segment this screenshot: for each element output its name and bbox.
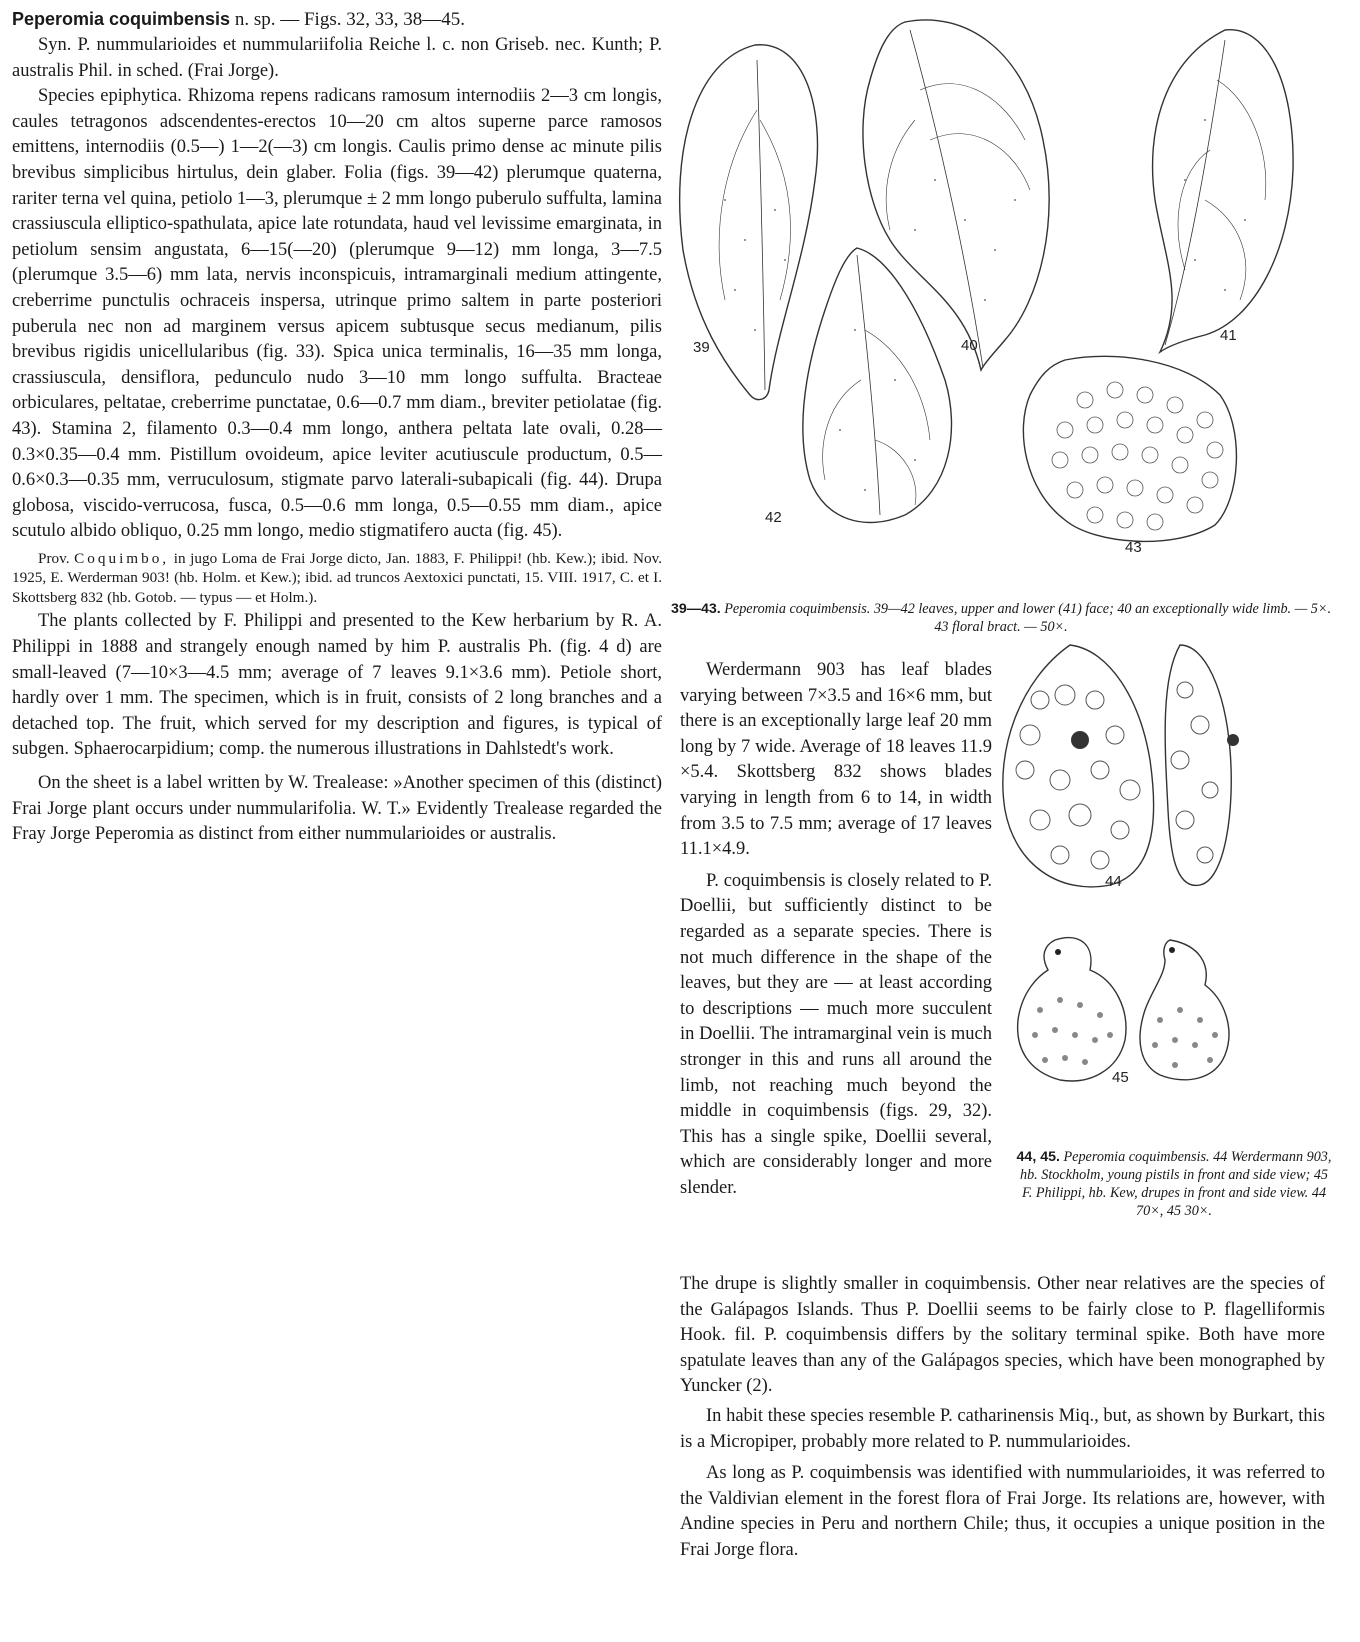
fig-label-44: 44: [1105, 873, 1122, 890]
pistil-cells: [1016, 682, 1218, 869]
latin-description: Species epiphytica. Rhizoma repens radicans ramosum internodiis 2—3 cm longis, caules tetragonos adscendentes-erectos 10—20 cm altos superne parce ramosos emittens, internodiis (0.5—) 1—2(—3) cm longis. Caulis primo dense ac minute pilis brevibus simplicibus hirtulus, dein glaber. Folia (figs. 39—42) plerumque quaterna, rariter terna vel quina, petiolo 1—3, plerumque ± 2 mm longo puberulo suffulta, lamina crassiuscula elliptico-spathulata, apice late rotundata, haud vel levissime emarginata, in petiolum sensim angustata, 6—15(—20) (plerumque 9—12) mm longa, 3—7.5 (plerumque 3.5—6) mm lata, nervis inconspicuis, intramarginali medium attingente, creberrime punctulis ochraceis inspersa, utrinque primo saltem in parte posteriori puberula nec non ad marginem versus apicem subtusque secus medianum, pilis brevibus rigidis unicellularibus (fig. 33). Spica unica terminalis, 16—35 mm longa, crassiuscula, densiflora, pedunculo nudo 3—10 mm longo suffulta. Bracteae orbiculares, peltatae, creberrime punctatae, 0.6—0.7 mm diam., breviter petiolatae (fig. 43). Stamina 2, filamento 0.3—0.4 mm longo, anthera peltata late ovali, 0.28—0.3×0.35—0.4 mm. Pistillum ovoideum, apice leviter acutiuscule productum, 0.5—0.6×0.3—0.35 mm, verruculosum, stigmate parvo laterali-subapicali (fig. 44). Drupa globosa, viscido-verrucosa, fusca, 0.5—0.6 mm longa, 0.5—0.55 mm diam., apice scutulo albido obliquo, 0.25 mm longo, medio stigmatifero aucta (fig. 45).: [12, 86, 662, 542]
prov-label: Prov.: [38, 549, 70, 567]
right-column-upper: [680, 658, 992, 1201]
right-column-lower: [680, 1272, 1325, 1564]
caption1-text: Peperomia coquimbensis. 39—42 leaves, upper and lower (41) face; 40 an exceptionally wide limb. — 5×. 43 floral bract. — 50×.: [724, 601, 1332, 635]
caption2-text: Peperomia coquimbensis. 44 Werdermann 903, hb. Stockholm, young pistils in front and side view; 45 F. Philippi, hb. Kew, drupes in front and side view. 44 70×, 45 30×.: [1019, 1149, 1332, 1219]
figure-leaves-39-43: [665, 0, 1355, 600]
fig-label-43: 43: [1125, 539, 1142, 556]
stigma-44-side: [1227, 734, 1239, 746]
drupe-45-front: [1018, 938, 1126, 1081]
paragraph-doellii-b: The drupe is slightly smaller in coquimbensis. Other near relatives are the species of the Galápagos Islands. Thus P. Doellii seems to be fairly close to P. flagelliformis Hook. fil. P. coquimbensis differs by the solitary terminal spike. Both have more spatulate leaves than any of the Galápagos species, which have been monographed by Yuncker (2).: [680, 1274, 1325, 1397]
drupe-45-side: [1140, 940, 1229, 1080]
fig-label-39: 39: [693, 339, 710, 356]
drupe-45-side-stigma: [1169, 947, 1175, 953]
bract-43-cells: [1052, 382, 1223, 530]
figure-pistils-drupes-44-45: [1000, 640, 1330, 1110]
left-column: [12, 6, 662, 848]
paragraph-habit: In habit these species resemble P. catharinensis Miq., but, as shown by Burkart, this is a Micropiper, probably more related to P. nummularioides.: [680, 1405, 1325, 1452]
caption1-number: 39—43.: [670, 601, 721, 617]
paragraph-valdivian: As long as P. coquimbensis was identified with nummularioides, it was referred to the Valdivian element in the forest flora of Frai Jorge. Its relations are, however, with Andine species in Peru and northern Chile; thus, it occupies a unique position in the Frai Jorge flora.: [680, 1463, 1325, 1560]
species-heading-rest: n. sp. — Figs. 32, 33, 38—45.: [230, 9, 465, 30]
stigma-44-front: [1071, 731, 1089, 749]
fig-label-42: 42: [765, 509, 782, 526]
leaf-42-outline: [803, 248, 952, 522]
prov-rest: in jugo Loma de Frai Jorge dicto, Jan. 1883, F. Philippi! (hb. Kew.); ibid. Nov. 1925, E. Werderman 903! (hb. Holm. et Kew.); ibid. ad truncos Aextoxici punctati, 15. VIII. 1917, C. et I. Skottsberg 832 (hb. Gotob. — typus — et Holm.).: [12, 549, 663, 606]
leaf-41-outline: [1153, 30, 1294, 352]
specimen-citation: [12, 549, 662, 608]
paragraph-doellii-a: P. coquimbensis is closely related to P. Doellii, but sufficiently distinct to be regarded as a separate species. There is not much difference in the shape of the leaves, but they are — at least according to descriptions — much more succulent in Doellii. The intramarginal vein is much stronger in this and runs all around the limb, not reaching much beyond the middle in coquimbensis (figs. 29, 32). This has a single spike, Doellii several, which are considerably longer and more slender.: [680, 870, 992, 1198]
species-name: Peperomia coquimbensis: [12, 9, 231, 29]
caption2-number: 44, 45.: [1016, 1149, 1060, 1165]
paragraph-sheet-label: On the sheet is a label written by W. Trealease: »Another specimen of this (distinct) Frai Jorge plant occurs under nummularifolia. W. T.» Evidently Trealease regarded the Fray Jorge Peperomia as distinct from either nummularioides or australis.: [12, 772, 662, 845]
prov-place: Coquimbo,: [74, 549, 170, 567]
fig-label-41: 41: [1220, 327, 1237, 344]
figure-caption-39-43: [670, 600, 1332, 636]
drupe-texture: [1032, 997, 1218, 1068]
figure-caption-44-45: [1016, 1148, 1332, 1220]
drupe-45-front-stigma: [1055, 949, 1061, 955]
fig-label-40: 40: [961, 337, 978, 354]
fig-label-45: 45: [1112, 1069, 1129, 1086]
pistil-44-front: [1003, 645, 1154, 887]
synonymy-paragraph: Syn. P. nummularioides et nummulariifolia Reiche l. c. non Griseb. nec. Kunth; P. australis Phil. in sched. (Frai Jorge).: [12, 35, 662, 81]
paragraph-philippi: The plants collected by F. Philippi and presented to the Kew herbarium by R. A. Philippi in 1888 and strangely enough named by him P. australis Ph. (fig. 4 d) are small-leaved (7—10×3—4.5 mm; average of 7 leaves 9.1×3.6 mm). Petiole short, hardly over 1 mm. The specimen, which is in fruit, consists of 2 long branches and a detached top. The fruit, which served for my description and figures, is typical of subgen. Sphaerocarpidium; comp. the numerous illustrations in Dahlstedt's work.: [12, 611, 662, 760]
species-heading: [12, 6, 662, 33]
pistil-44-side: [1165, 645, 1231, 885]
paragraph-werdermann: Werdermann 903 has leaf blades varying between 7×3.5 and 16×6 mm, but there is an exceptionally large leaf 20 mm long by 7 wide. Average of 18 leaves 11.9 ×5.4. Skottsberg 832 shows blades varying in length from 6 to 14, in width from 3.5 to 7.5 mm; average of 17 leaves 11.1×4.9.: [680, 660, 992, 860]
leaf-40-outline: [863, 20, 1049, 370]
